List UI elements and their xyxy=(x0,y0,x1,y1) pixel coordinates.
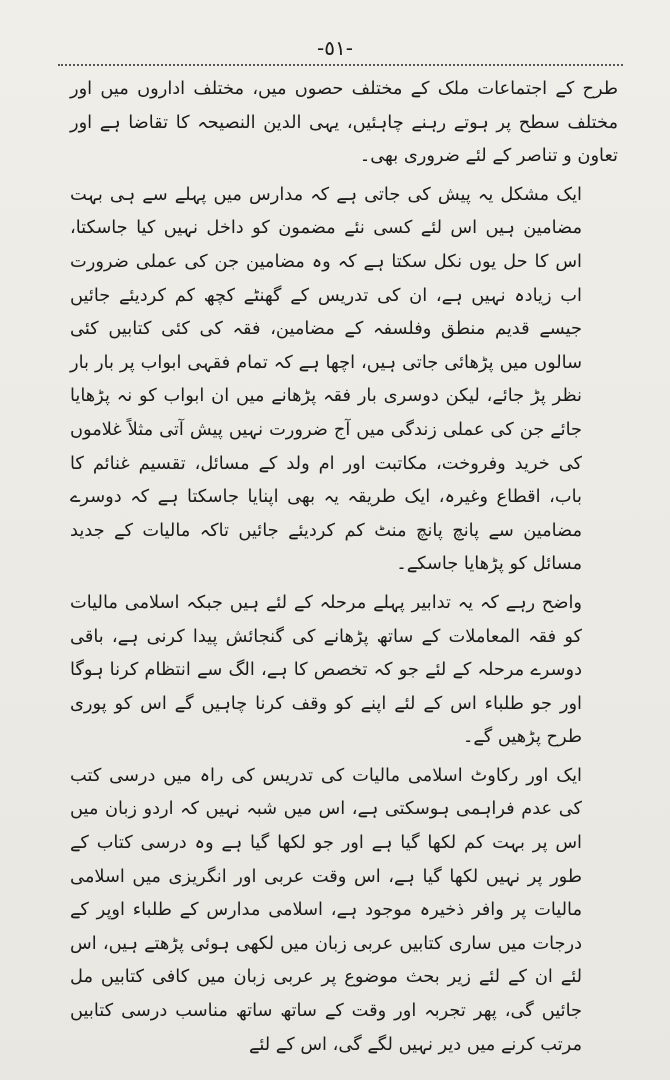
page-number: -٥١- xyxy=(317,36,353,60)
paragraph: واضح رہے کہ یہ تدابیر پہلے مرحلہ کے لئے ہیں جبکہ اسلامی مالیات کو فقہ المعاملات کے ساتھ پڑھانے کی گنجائش پیدا کرنی ہے، باقی دوسرے مرحلہ کے لئے جو کہ تخصص کا ہے، الگ سے انتظام کرنا ہوگا اور جو طلباء اس کے لئے اپنے کو وقف کرنا چاہیں گے اس کو پوری طرح پڑھیں گے۔ xyxy=(70,591,582,748)
paragraph: طرح کے اجتماعات ملک کے مختلف حصوں میں، مختلف اداروں میں اور مختلف سطح پر ہوتے رہنے چاہئیں، یہی الدین النصیحہ کا تقاضا ہے اور تعاون و تناصر کے لئے ضروری بھی۔ xyxy=(70,78,618,167)
header-divider xyxy=(58,64,623,66)
paragraph: ایک مشکل یہ پیش کی جاتی ہے کہ مدارس میں پہلے سے ہی بہت مضامین ہیں اس لئے کسی نئے مضمون کو داخل نہیں کیا جاسکتا، اس کا حل یوں نکل سکتا ہے کہ وہ مضامین جن کی عملی ضرورت اب زیادہ نہیں ہے، ان کی تدریس کے گھنٹے کچھ کم کردیئے جائیں جیسے قدیم منطق وفلسفہ کے مضامین، فقہ کی کئی کتابیں کئی سالوں میں پڑھائی جاتی ہیں، اچھا ہے کہ تمام فقہی ابواب پر بار بار نظر پڑ جائے، لیکن دوسری بار فقہ پڑھانے میں ان ابواب کو نہ پڑھایا جائے جن کی عملی زندگی میں آج ضرورت نہیں پیش آتی مثلاً غلاموں کی خرید وفروخت، مکاتبت اور ام ولد کے مسائل، تقسیم غنائم کا باب، اقطاع وغیرہ، ایک طریقہ یہ بھی اپنایا جاسکتا ہے کہ دوسرے مضامین سے پانچ پانچ منٹ کم کردیئے جائیں تاکہ مالیات کے جدید مسائل کو پڑھایا جاسکے۔ xyxy=(70,183,582,575)
body-text xyxy=(70,72,618,1061)
paragraph: ایک اور رکاوٹ اسلامی مالیات کی تدریس کی راہ میں درسی کتب کی عدم فراہمی ہوسکتی ہے، اس میں شبہ نہیں کہ اردو زبان میں اس پر بہت کم لکھا گیا ہے اور جو لکھا گیا ہے وہ درسی کتاب کے طور پر نہیں لکھا گیا ہے، اس وقت عربی اور انگریزی میں اسلامی مالیات پر وافر ذخیرہ موجود ہے، اسلامی مدارس کے طلباء اوپر کے درجات میں ساری کتابیں عربی زبان میں لکھی ہوئی پڑھتے ہیں، اس لئے ان کے لئے زیر بحث موضوع پر عربی زبان میں کافی کتابیں مل جائیں گی، پھر تجربہ اور وقت کے ساتھ ساتھ مناسب درسی کتابیں مرتب کرنے میں دیر نہیں لگے گی، اس کے لئے xyxy=(70,764,582,1055)
